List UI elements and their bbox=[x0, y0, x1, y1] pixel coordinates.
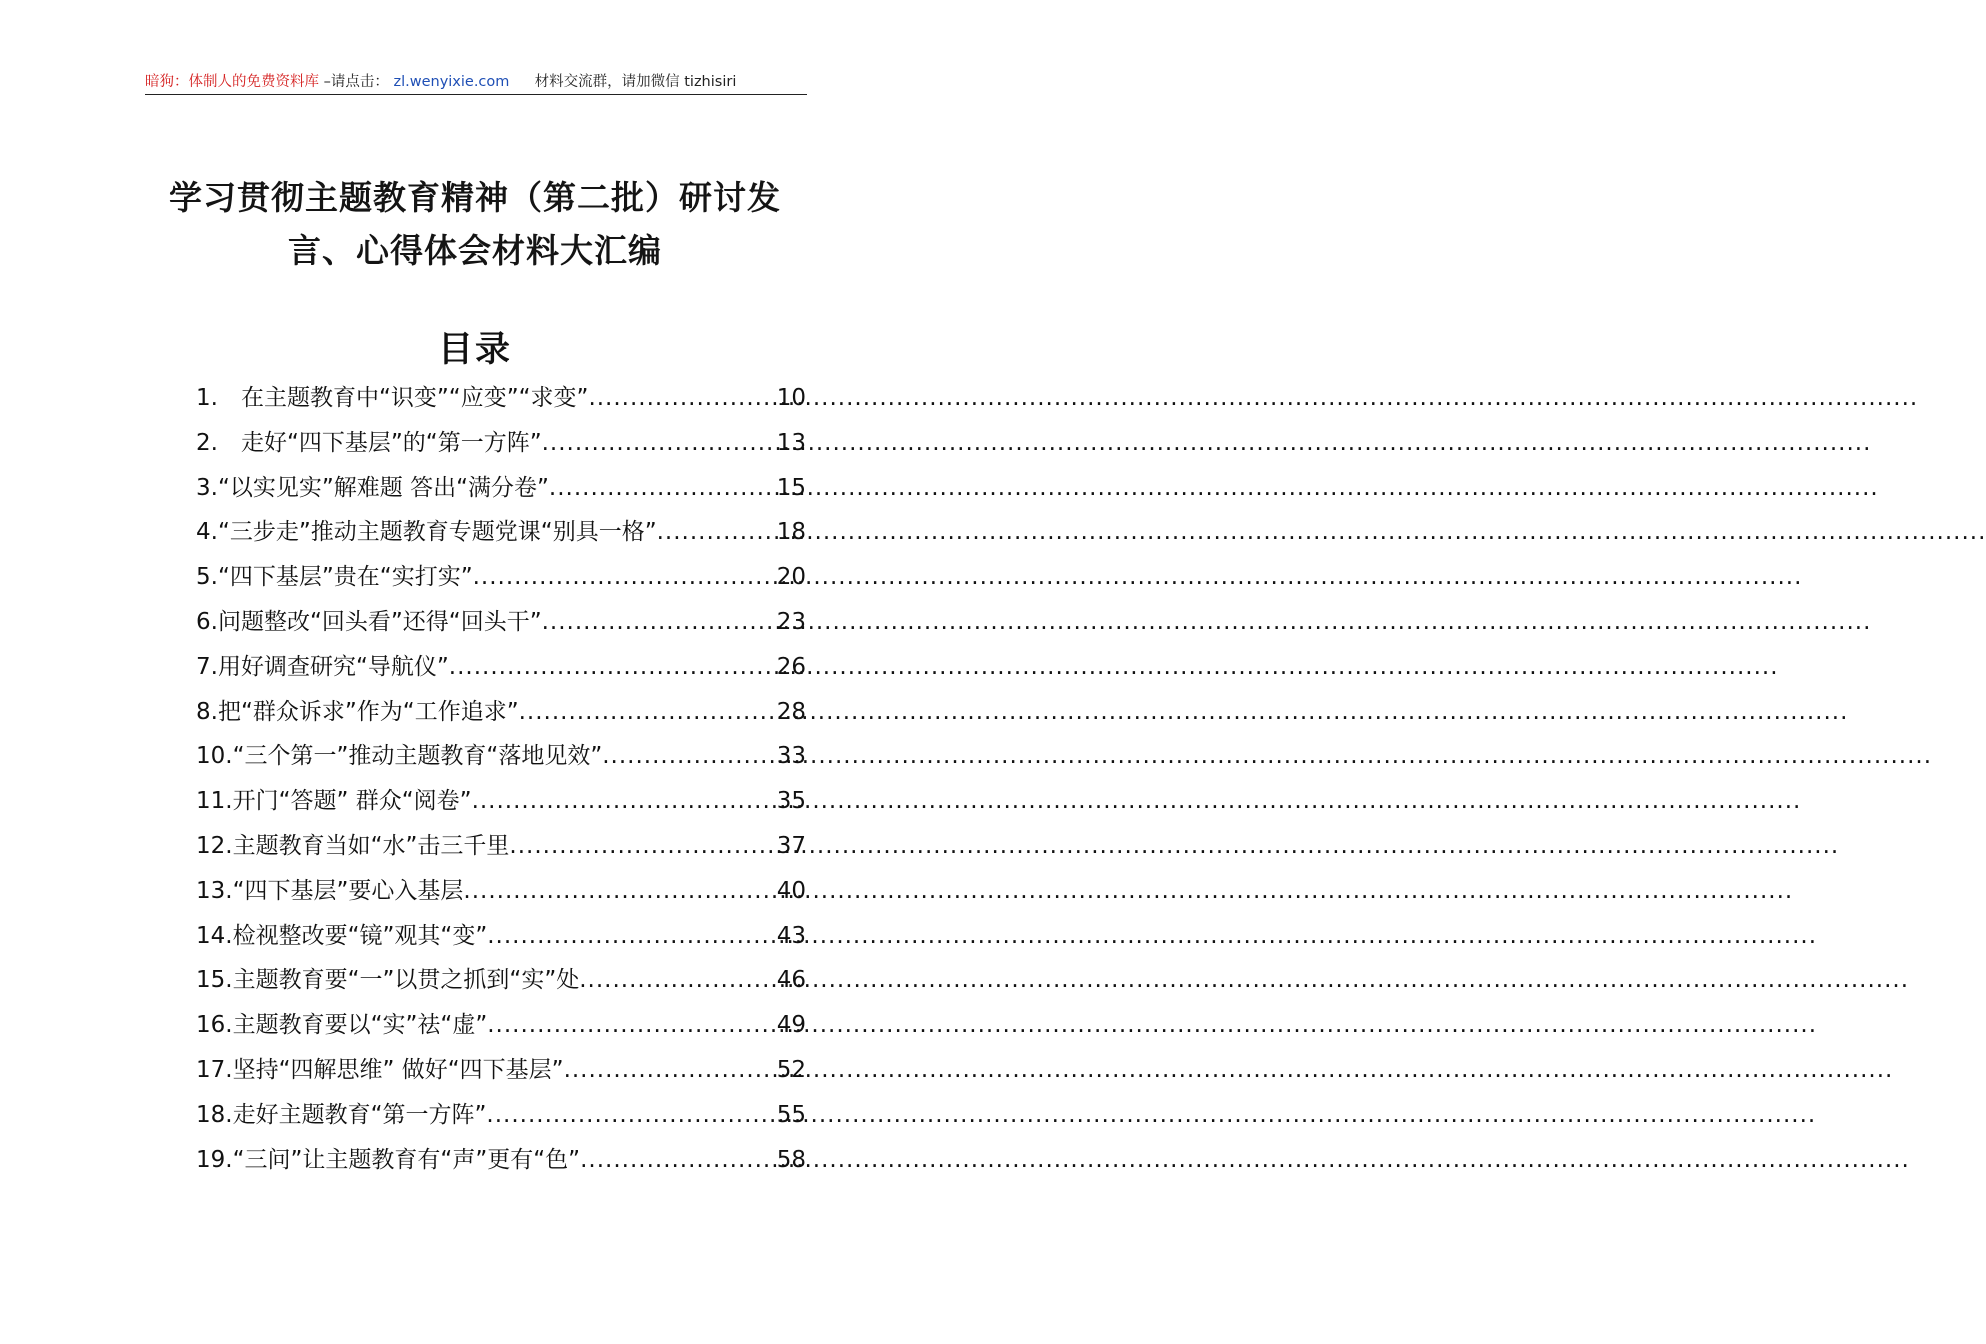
toc-leader-dots bbox=[579, 958, 776, 1003]
toc-page-number: 49 bbox=[776, 1012, 806, 1039]
toc-entry[interactable] bbox=[196, 1138, 806, 1183]
toc-entry-title: 3.“以实见实”解难题 答出“满分卷” bbox=[196, 474, 549, 501]
toc-entry[interactable] bbox=[196, 1048, 806, 1093]
toc-entry[interactable] bbox=[196, 600, 806, 645]
header-contact: 材料交流群，请加微信 tizhisiri bbox=[534, 74, 737, 90]
header-url-link[interactable]: zl.wenyixie.com bbox=[393, 74, 510, 90]
toc-leader-dots bbox=[580, 1138, 777, 1183]
toc-heading: 目录 bbox=[437, 329, 512, 370]
toc-leader-dots bbox=[602, 734, 776, 779]
toc-page-number: 18 bbox=[776, 519, 806, 546]
header-prompt: –请点击： bbox=[323, 74, 389, 90]
toc-page-number: 46 bbox=[776, 967, 806, 994]
toc-entry-title: 11.开门“答题” 群众“阅卷” bbox=[196, 788, 472, 815]
toc-entry[interactable] bbox=[196, 466, 806, 511]
toc-page-number: 58 bbox=[776, 1146, 806, 1173]
toc-leader-dots bbox=[509, 824, 776, 869]
toc-page-number: 10 bbox=[776, 385, 806, 411]
toc-entry[interactable] bbox=[196, 1003, 806, 1048]
toc-page-number: 23 bbox=[776, 608, 806, 635]
toc-entry-title: 12.主题教育当如“水”击三千里 bbox=[196, 832, 510, 859]
toc-page-number: 43 bbox=[776, 922, 806, 949]
toc-entry-title: 18.走好主题教育“第一方阵” bbox=[196, 1101, 487, 1128]
toc-entry-title: 5.“四下基层”贵在“实打实” bbox=[196, 564, 473, 591]
toc-entry[interactable] bbox=[196, 555, 806, 600]
toc-leader-dots bbox=[542, 421, 777, 466]
toc-entry-title: 15.主题教育要“一”以贯之抓到“实”处 bbox=[196, 967, 580, 994]
toc-entry-title: 19.“三问”让主题教育有“声”更有“色” bbox=[196, 1146, 581, 1173]
toc-entry-title: 17.坚持“四解思维” 做好“四下基层” bbox=[196, 1056, 564, 1083]
toc-entry[interactable] bbox=[196, 869, 806, 914]
toc-page-number: 15 bbox=[776, 474, 806, 501]
toc-leader-dots bbox=[486, 1093, 776, 1138]
toc-page-number: 26 bbox=[776, 653, 806, 680]
toc-entry-title: 8.把“群众诉求”作为“工作追求” bbox=[196, 698, 519, 725]
toc-leader-dots bbox=[473, 555, 777, 600]
header-site-name: 暗狗：体制人的免费资料库 bbox=[145, 74, 319, 90]
toc-leader-dots bbox=[549, 466, 777, 511]
toc-entry-title: 4.“三步走”推动主题教育专题党课“别具一格” bbox=[196, 519, 657, 546]
toc-entry[interactable] bbox=[196, 690, 806, 735]
toc-leader-dots bbox=[487, 914, 776, 959]
toc-entry-title: 16.主题教育要以“实”祛“虚” bbox=[196, 1012, 488, 1039]
toc-page-number: 52 bbox=[776, 1056, 806, 1083]
toc-page-number: 55 bbox=[776, 1101, 806, 1128]
toc-entry-title: 1. 在主题教育中“识变”“应变”“求变” bbox=[196, 385, 589, 411]
toc-entry[interactable] bbox=[196, 421, 806, 466]
toc-leader-dots bbox=[449, 645, 777, 690]
toc-entry[interactable] bbox=[196, 734, 806, 779]
toc-entry-title: 2. 走好“四下基层”的“第一方阵” bbox=[196, 429, 542, 456]
toc-page-number: 28 bbox=[776, 698, 806, 725]
toc-leader-dots bbox=[519, 690, 777, 735]
toc-leader-dots bbox=[463, 869, 776, 914]
toc-entry[interactable] bbox=[196, 914, 806, 959]
toc-page-number: 20 bbox=[776, 564, 806, 591]
toc-leader-dots bbox=[487, 1003, 776, 1048]
toc-leader-dots bbox=[564, 1048, 777, 1093]
toc-leader-dots bbox=[542, 600, 777, 645]
toc-entry-title: 14.检视整改要“镜”观其“变” bbox=[196, 922, 488, 949]
toc-entry[interactable] bbox=[196, 645, 806, 690]
toc-entry[interactable] bbox=[196, 824, 806, 869]
toc-entry[interactable] bbox=[196, 1093, 806, 1138]
table-of-contents bbox=[196, 376, 806, 1182]
toc-entry[interactable] bbox=[196, 510, 806, 555]
toc-leader-dots bbox=[588, 376, 776, 421]
document-title-line-2: 言、心得体会材料大汇编 bbox=[288, 231, 662, 270]
toc-entry-title: 10.“三个第一”推动主题教育“落地见效” bbox=[196, 743, 603, 770]
toc-leader-dots bbox=[657, 510, 777, 555]
toc-page-number: 13 bbox=[776, 429, 806, 456]
toc-page-number: 35 bbox=[776, 788, 806, 815]
document-title-line-1: 学习贯彻主题教育精神（第二批）研讨发 bbox=[169, 178, 781, 217]
toc-entry-title: 6.问题整改“回头看”还得“回头干” bbox=[196, 608, 542, 635]
toc-page-number: 37 bbox=[776, 832, 806, 859]
toc-entry[interactable] bbox=[196, 376, 806, 421]
page-header bbox=[145, 70, 807, 95]
toc-page-number: 33 bbox=[776, 743, 806, 770]
toc-entry-title: 13.“四下基层”要心入基层 bbox=[196, 877, 464, 904]
toc-page-number: 40 bbox=[776, 877, 806, 904]
toc-leader-dots bbox=[472, 779, 777, 824]
toc-entry[interactable] bbox=[196, 779, 806, 824]
toc-entry-title: 7.用好调查研究“导航仪” bbox=[196, 653, 449, 680]
toc-entry[interactable] bbox=[196, 958, 806, 1003]
